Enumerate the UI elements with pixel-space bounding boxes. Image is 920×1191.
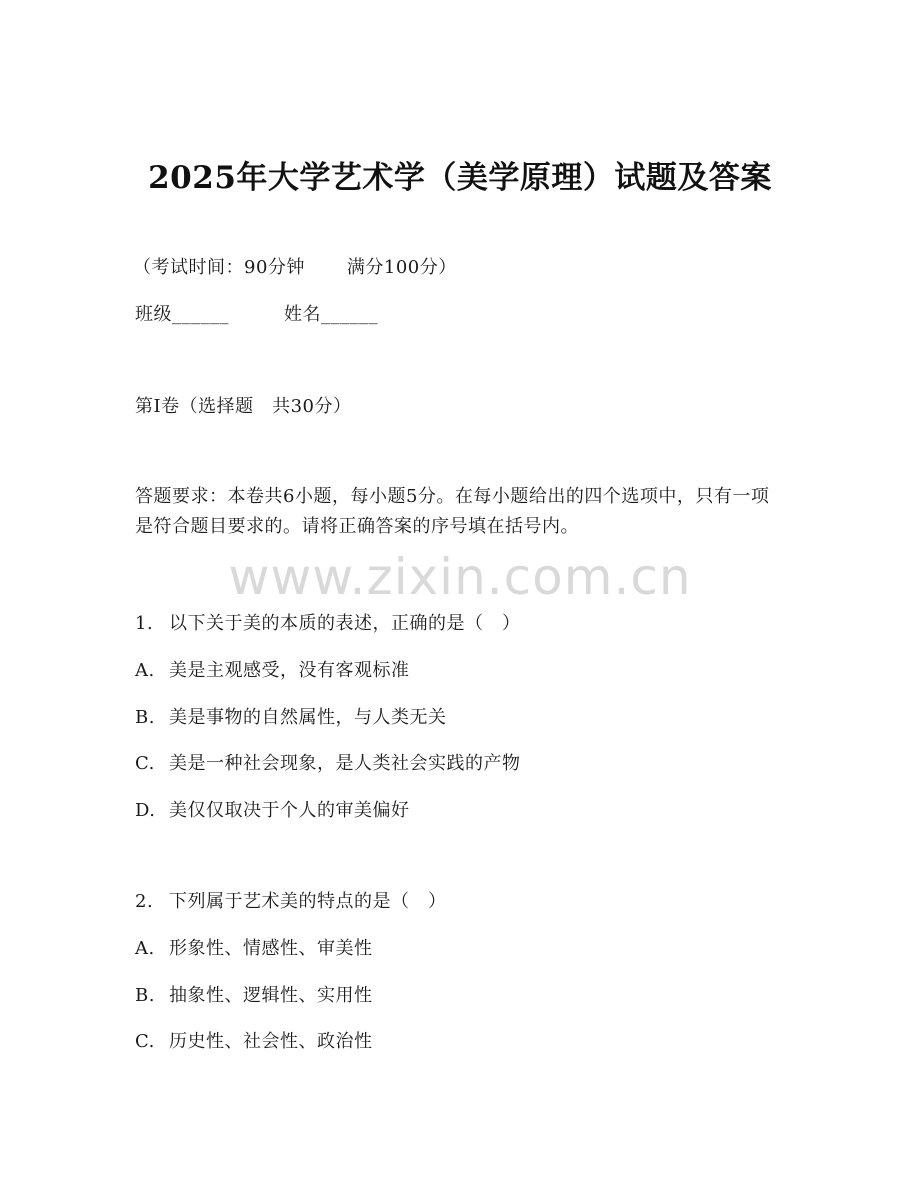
option-letter: A. <box>135 938 155 959</box>
class-field: 班级______ <box>135 304 229 325</box>
option-text: 形象性、情感性、审美性 <box>169 938 373 959</box>
option-letter: C. <box>135 753 155 774</box>
option-letter: B. <box>135 707 155 728</box>
option-text: 美是主观感受，没有客观标准 <box>169 660 410 681</box>
section-heading: 第I卷（选择题 共30分） <box>135 396 352 417</box>
question-1-option-c <box>135 749 521 775</box>
page-title: 2025年大学艺术学（美学原理）试题及答案 <box>148 160 772 196</box>
student-info <box>135 300 378 326</box>
question-2-stem <box>135 887 447 913</box>
option-letter: C. <box>135 1031 155 1052</box>
option-text: 美是一种社会现象，是人类社会实践的产物 <box>169 753 521 774</box>
question-2-option-b <box>135 981 373 1007</box>
exam-info <box>133 253 457 279</box>
option-text: 美仅仅取决于个人的审美偏好 <box>169 800 410 821</box>
watermark: www.zixin.com.cn <box>228 548 692 606</box>
question-2-option-c <box>135 1027 373 1053</box>
instructions: 答题要求：本卷共6小题，每小题5分。在每小题给出的四个选项中，只有一项是符合题目要求的。请将正确答案的序号填在括号内。 <box>135 486 770 537</box>
question-text: 以下关于美的本质的表述，正确的是（ ） <box>169 613 521 634</box>
option-text: 美是事物的自然属性，与人类无关 <box>169 707 447 728</box>
question-1-stem <box>135 609 521 635</box>
question-2-option-a <box>135 934 373 960</box>
option-letter: D. <box>135 800 156 821</box>
question-text: 下列属于艺术美的特点的是（ ） <box>169 891 447 912</box>
exam-time: （考试时间：90分钟 <box>133 257 305 278</box>
option-text: 历史性、社会性、政治性 <box>169 1031 373 1052</box>
exam-score: 满分100分） <box>346 257 457 278</box>
question-1-option-a <box>135 656 410 682</box>
question-number: 1. <box>135 613 154 634</box>
option-text: 抽象性、逻辑性、实用性 <box>169 985 373 1006</box>
question-1-option-b <box>135 703 447 729</box>
question-1-option-d <box>135 796 410 822</box>
option-letter: A. <box>135 660 155 681</box>
name-field: 姓名______ <box>284 304 378 325</box>
option-letter: B. <box>135 985 155 1006</box>
question-number: 2. <box>135 891 154 912</box>
